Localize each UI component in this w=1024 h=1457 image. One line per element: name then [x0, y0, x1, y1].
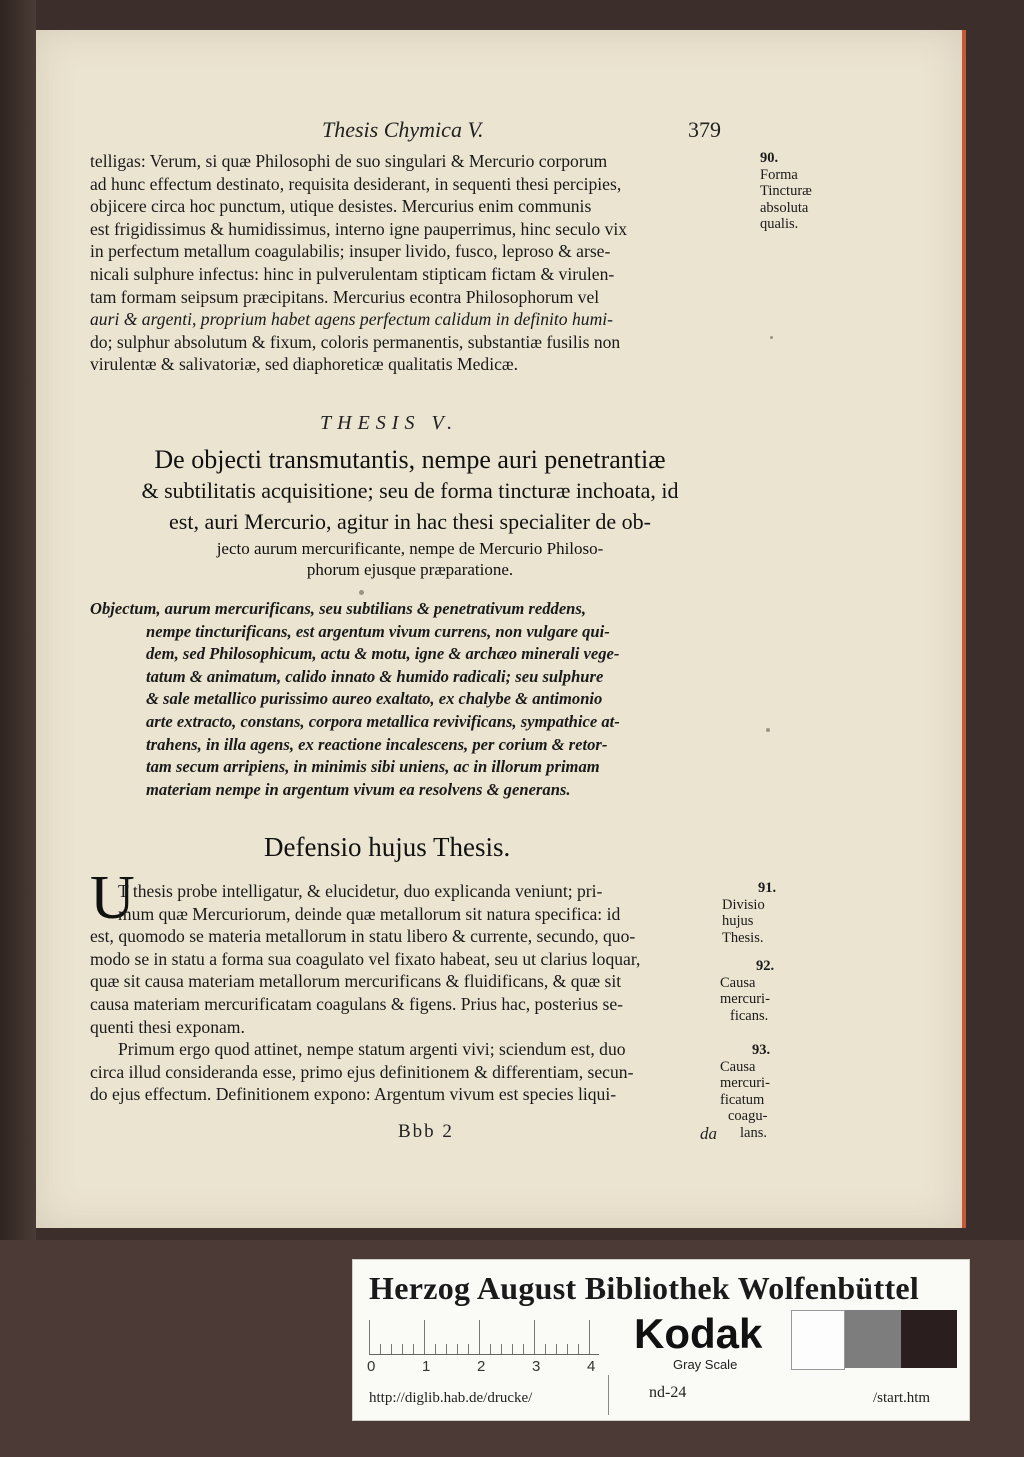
margin-note-line: ficatum	[720, 1091, 765, 1108]
ruler-number: 1	[422, 1358, 431, 1375]
url-prefix: http://diglib.hab.de/drucke/	[369, 1390, 533, 1406]
margin-note-line: 91.	[758, 880, 777, 896]
margin-note-line: Forma	[760, 166, 798, 183]
margin-note-line: 93.	[752, 1042, 771, 1058]
ruler-number: 4	[587, 1358, 596, 1375]
ruler-tick	[567, 1344, 568, 1354]
thesis-label: THESIS V.	[320, 412, 459, 434]
margin-note-line: 92.	[756, 958, 775, 974]
ink-speck	[359, 590, 364, 595]
text-line: trahens, in illa agens, ex reactione incalescens, per corium & retor-	[146, 734, 608, 754]
ruler-tick	[457, 1344, 458, 1354]
margin-note-92	[720, 958, 774, 1024]
ruler-tick	[589, 1320, 590, 1354]
text-line: est, quomodo se materia metallorum in statu libero & currente, secundo, quo-	[90, 926, 636, 947]
text-line: materiam nempe in argentum vivum ea resolvens & generans.	[146, 779, 571, 799]
text-line: nempe tincturificans, est argentum vivum currens, non vulgare qui-	[146, 621, 610, 641]
text-line: & sale metallico purissimo aureo exaltato, ex chalybe & antimonio	[146, 689, 603, 709]
ruler-tick	[468, 1344, 469, 1354]
text-line: objicere circa hoc punctum, utique desistes. Mercurius enim communis	[90, 196, 592, 217]
text-line: dem, sed Philosophicum, actu & motu, igne & archæo minerali vege-	[146, 644, 620, 664]
kodak-logo: Kodak	[634, 1310, 763, 1357]
gray-scale-label: Gray Scale	[673, 1357, 738, 1372]
text-line: est frigidissimus & humidissimus, interno igne pauperrimus, hinc seculo vix	[90, 218, 628, 239]
ruler-tick	[545, 1344, 546, 1354]
margin-note-line: mercuri-	[720, 1075, 770, 1091]
defensio-title: Defensio hujus Thesis.	[264, 832, 511, 862]
ruler-tick	[523, 1344, 524, 1354]
thesis-heading	[90, 444, 730, 537]
ruler-number: 2	[477, 1358, 486, 1375]
page-number: 379	[688, 117, 721, 142]
ruler-tick	[446, 1344, 447, 1354]
text-line: tam formam seipsum præcipitans. Mercurius econtra Philosophorum vel	[90, 286, 600, 307]
printer-signature: Bbb 2	[398, 1121, 454, 1142]
ruler-tick	[391, 1344, 392, 1354]
text-line: mum quæ Mercuriorum, deinde quæ metallorum sit natura specifica: id	[118, 903, 621, 924]
text-line: telligas: Verum, si quæ Philosophi de suo singulari & Mercurio corporum	[90, 151, 608, 171]
ruler-tick	[578, 1344, 579, 1354]
text-line: in perfectum metallum coagulabilis; insuper livido, fusco, leproso & arse-	[90, 241, 611, 262]
objectum-paragraph	[90, 598, 714, 801]
heading-line: De objecti transmutantis, nempe auri penetrantiæ	[154, 445, 666, 474]
ruler-number: 3	[532, 1358, 541, 1375]
card-divider	[608, 1375, 609, 1415]
ruler-tick	[413, 1344, 414, 1354]
text-line: virulentæ & salivatoriæ, sed diaphoreticæ qualitatis Medicæ.	[90, 354, 519, 375]
library-name: Herzog August Bibliothek Wolfenbüttel	[369, 1270, 920, 1306]
book-spine	[0, 0, 36, 1240]
catchword: da	[700, 1124, 717, 1143]
ruler-tick	[479, 1320, 480, 1354]
subheading-line: phorum ejusque præparatione.	[306, 560, 514, 579]
margin-note-line: lans.	[740, 1124, 767, 1141]
ruler-tick	[369, 1320, 370, 1354]
margin-note-line: ficans.	[730, 1007, 769, 1024]
heading-line: est, auri Mercurio, agitur in hac thesi specialiter de ob-	[169, 509, 651, 534]
margin-note-line: Causa	[720, 974, 756, 991]
ruler-tick	[534, 1320, 535, 1354]
ruler-tick	[512, 1344, 513, 1354]
drop-cap: U	[90, 864, 135, 932]
ruler-tick	[501, 1344, 502, 1354]
text-line: tatum & animatum, calido innato & humido radicali; seu sulphure	[146, 666, 604, 686]
defensio-paragraph	[90, 880, 720, 1106]
text-line: causa materiam mercurificatam coagulans & figens. Prius hac, posterius se-	[90, 993, 624, 1014]
text-line: arte extracto, constans, corpora metallica revivificans, sympathice at-	[146, 711, 620, 731]
subheading-line: jecto aurum mercurificante, nempe de Mercurio Philoso-	[216, 539, 604, 558]
margin-note-line: 90.	[760, 150, 779, 166]
text-line: tam secum arripiens, in minimis sibi uniens, ac in illorum primam	[146, 757, 600, 777]
margin-note-line: hujus	[722, 913, 754, 929]
ruler-tick	[380, 1344, 381, 1354]
text-line: T thesis probe intelligatur, & elucidetur, duo explicanda veniunt; pri-	[118, 881, 603, 901]
measurement-ruler	[369, 1320, 599, 1355]
kodak-scale-card	[352, 1259, 970, 1421]
margin-note-line: Thesis.	[722, 929, 764, 946]
margin-note-93	[720, 1042, 770, 1141]
text-line: quenti thesi exponam.	[90, 1016, 245, 1037]
ruler-tick	[435, 1344, 436, 1354]
text-line: circa illud considerandа esse, primo ejus definitionem & differentiam, secun-	[90, 1061, 634, 1082]
ruler-number: 0	[367, 1358, 376, 1375]
text-line: nicali sulphure infectus: hinc in pulverulentam stipticam fictam & virulen-	[90, 263, 615, 284]
margin-note-91	[722, 880, 776, 946]
ink-speck	[770, 336, 773, 339]
url-suffix: /start.htm	[873, 1390, 931, 1406]
gray-patch-white	[791, 1310, 845, 1370]
margin-note-line: absoluta	[760, 199, 809, 216]
text-line: do; sulphur absolutum & fixum, coloris permanentis, substantiæ fusilis non	[90, 331, 621, 352]
ruler-tick	[490, 1344, 491, 1354]
margin-note-line: Tincturæ	[760, 183, 812, 199]
running-head: Thesis Chymica V.	[322, 117, 484, 142]
thesis-subheading	[90, 538, 730, 580]
ruler-tick	[402, 1344, 403, 1354]
margin-note-90	[760, 150, 812, 233]
heading-line: & subtilitatis acquisitione; seu de forma tincturæ inchoata, id	[141, 478, 679, 503]
gray-patch-black	[901, 1310, 957, 1368]
text-line: auri & argenti, proprium habet agens perfectum calidum in definito humi-	[90, 309, 614, 330]
margin-note-line: Causa	[720, 1058, 756, 1075]
text-line: Primum ergo quod attinet, nempe statum argenti vivi; sciendum est, duo	[118, 1039, 626, 1060]
text-line: Objectum, aurum mercurificans, seu subtilians & penetrativum reddens,	[90, 599, 587, 618]
ruler-tick	[556, 1344, 557, 1354]
text-line: do ejus effectum. Definitionem expono: Argentum vivum est species liqui-	[90, 1084, 617, 1105]
ink-speck	[766, 728, 770, 732]
margin-note-line: qualis.	[760, 216, 799, 232]
ruler-tick	[424, 1320, 425, 1354]
intro-paragraph	[90, 150, 730, 376]
text-line: modo se in statu a forma sua coagulato vel fixato habeat, seu ut clarius loquar,	[90, 948, 641, 969]
margin-note-line: Divisio	[722, 896, 765, 913]
text-line: quæ sit causa materiam metallorum mercurificans & fluidificans, & quæ sit	[90, 971, 622, 992]
margin-note-line: coagu-	[728, 1108, 768, 1124]
gray-patch-mid	[845, 1310, 901, 1368]
shelf-code: nd-24	[649, 1384, 687, 1401]
text-line: ad hunc effectum destinato, requisita desiderant, in sequenti thesi percipies,	[90, 173, 622, 194]
margin-note-line: mercuri-	[720, 991, 770, 1007]
